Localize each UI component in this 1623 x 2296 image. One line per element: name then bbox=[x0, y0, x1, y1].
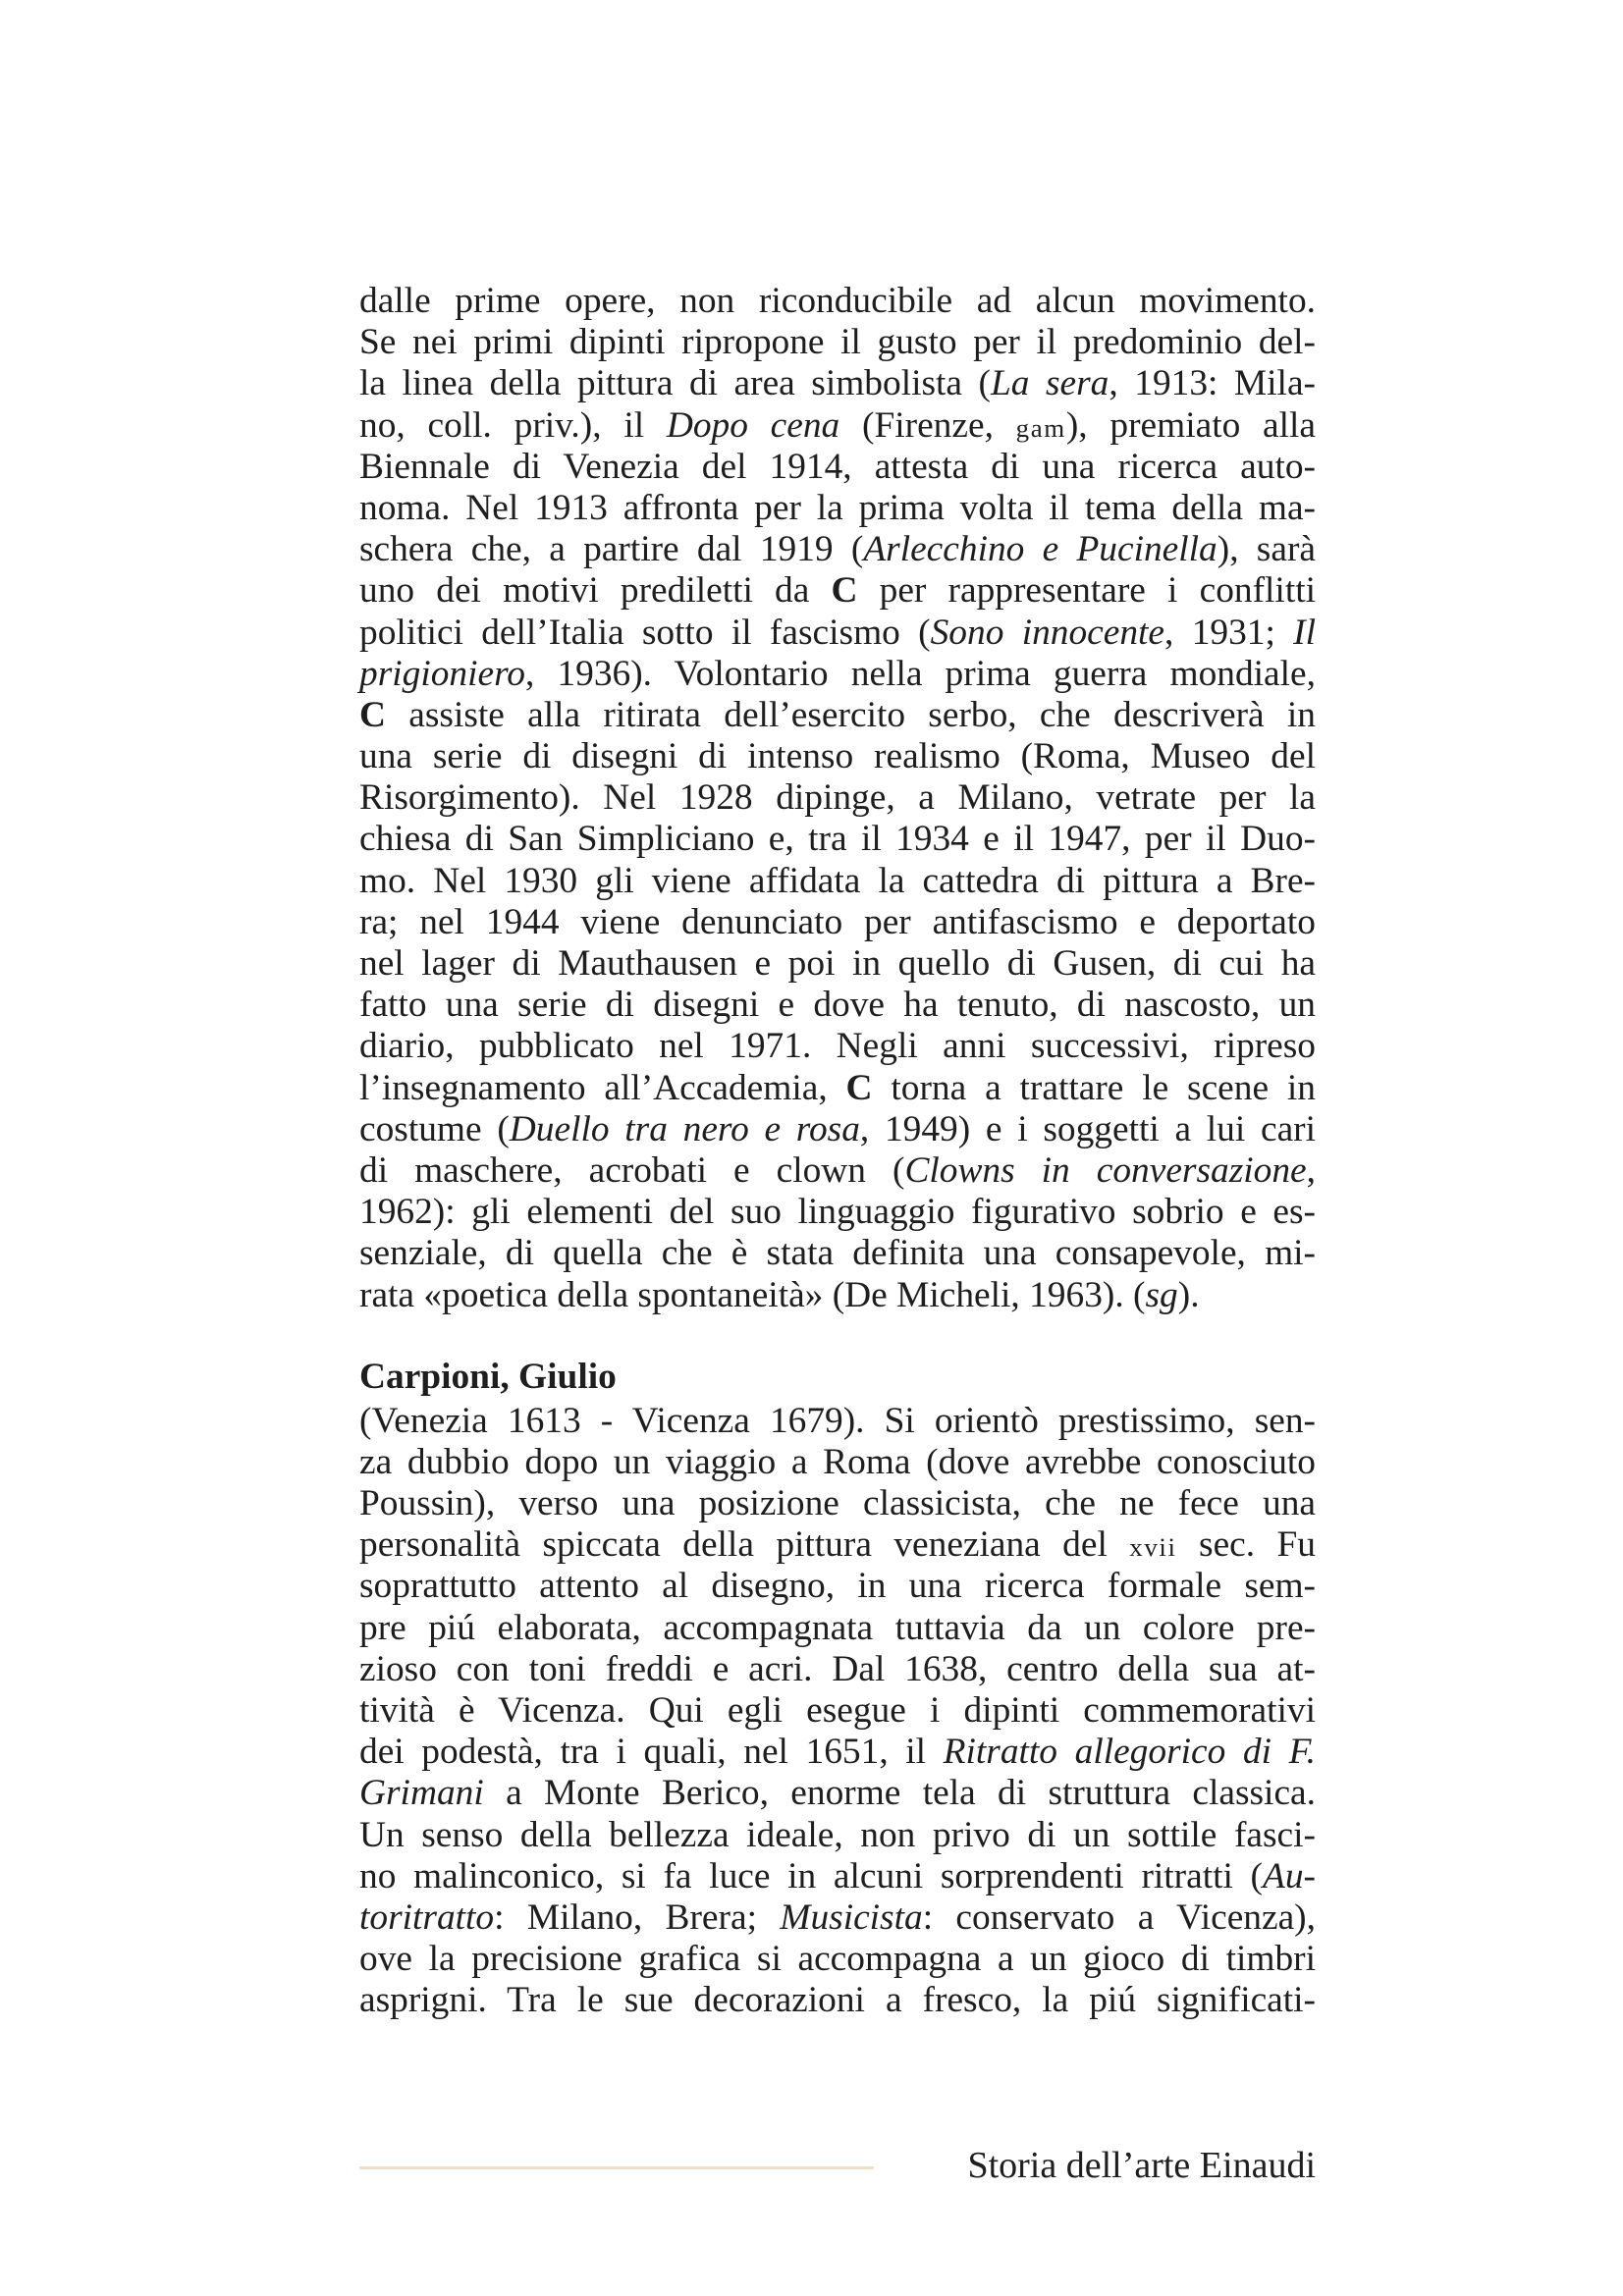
text-line: Un senso della bellezza ideale, non privo di un sottile fasci- bbox=[359, 1814, 1316, 1855]
artwork-title: Dopo cena bbox=[666, 404, 840, 446]
text-line: fatto una serie di disegni e dove ha tenuto, di nascosto, un bbox=[359, 985, 1316, 1026]
artwork-title: Arlecchino e Pucinella bbox=[863, 529, 1217, 570]
entry-heading: Carpioni, Giulio bbox=[359, 1356, 617, 1397]
text-line: costume (Duello tra nero e rosa, 1949) e i soggetti a lui cari bbox=[359, 1108, 1316, 1149]
artwork-title: Grimani bbox=[359, 1773, 484, 1814]
artwork-title: Clowns in conversazione bbox=[904, 1149, 1307, 1191]
text-line: nel lager di Mauthausen e poi in quello di Gusen, di cui ha bbox=[359, 943, 1316, 984]
artwork-title: prigioniero bbox=[359, 653, 525, 694]
text-line: ove la precisione grafica si accompagna a un gioco di timbri bbox=[359, 1939, 1316, 1980]
text-line: rata «poetica della spontaneità» (De Micheli, 1963). (sg). bbox=[359, 1274, 1200, 1315]
text-column bbox=[359, 281, 1316, 2022]
text-line: Poussin), verso una posizione classicista, che ne fece una bbox=[359, 1483, 1316, 1524]
text-line: diario, pubblicato nel 1971. Negli anni successivi, ripreso bbox=[359, 1026, 1316, 1067]
small-caps-abbr: gam bbox=[1015, 412, 1066, 443]
text-line: za dubbio dopo un viaggio a Roma (dove avrebbe conosciuto bbox=[359, 1441, 1316, 1482]
text-line: ra; nel 1944 viene denunciato per antifascismo e deportato bbox=[359, 901, 1316, 942]
text-line: chiesa di San Simpliciano e, tra il 1934 e il 1947, per il Duo- bbox=[359, 819, 1316, 860]
text-line: tività è Vicenza. Qui egli esegue i dipinti commemorativi bbox=[359, 1690, 1316, 1731]
text-line: senziale, di quella che è stata definita una consapevole, mi- bbox=[359, 1233, 1316, 1274]
artwork-title: Ritratto allegorico di F. bbox=[943, 1732, 1316, 1773]
text-line: Grimani a Monte Berico, enorme tela di struttura classica. bbox=[359, 1773, 1316, 1814]
author-initials: sg bbox=[1145, 1274, 1178, 1315]
text-line: l’insegnamento all’Accademia, C torna a trattare le scene in bbox=[359, 1067, 1316, 1108]
text-line: di maschere, acrobati e clown (Clowns in conversazione, bbox=[359, 1149, 1316, 1191]
artwork-title: Duello tra nero e rosa bbox=[509, 1108, 860, 1149]
text-line: Risorgimento). Nel 1928 dipinge, a Milano, vetrate per la bbox=[359, 777, 1316, 819]
text-line: personalità spiccata della pittura veneziana del xvii sec. Fu bbox=[359, 1524, 1316, 1566]
text-line: (Venezia 1613 - Vicenza 1679). Si orientò prestissimo, sen- bbox=[359, 1400, 1316, 1441]
text-line: uno dei motivi prediletti da C per rappresentare i conflitti bbox=[359, 570, 1316, 612]
artwork-title: toritratto bbox=[359, 1896, 495, 1938]
text-line: soprattutto attento al disegno, in una ricerca formale sem- bbox=[359, 1566, 1316, 1607]
artwork-title: La sera bbox=[990, 363, 1109, 404]
artwork-title: Il bbox=[1293, 612, 1317, 653]
text-line: dei podestà, tra i quali, nel 1651, il Ritratto allegorico di F. bbox=[359, 1732, 1316, 1773]
text-line: mo. Nel 1930 gli viene affidata la cattedra di pittura a Bre- bbox=[359, 860, 1316, 901]
text-line: C assiste alla ritirata dell’esercito serbo, che descriverà in bbox=[359, 694, 1316, 735]
footer-publisher: Storia dell’arte Einaudi bbox=[967, 2145, 1316, 2186]
artist-initial: C bbox=[831, 570, 858, 612]
artist-initial: C bbox=[359, 694, 387, 735]
text-line: prigioniero, 1936). Volontario nella prima guerra mondiale, bbox=[359, 653, 1316, 694]
entry-body bbox=[359, 1401, 1316, 2022]
artwork-title: Musicista bbox=[780, 1896, 923, 1938]
text-line: schera che, a partire dal 1919 (Arlecchino e Pucinella), sarà bbox=[359, 529, 1316, 570]
artwork-title: Sono innocente bbox=[930, 612, 1165, 653]
text-line: toritratto: Milano, Brera; Musicista: conservato a Vicenza), bbox=[359, 1896, 1316, 1938]
text-line: dalle prime opere, non riconducibile ad alcun movimento. bbox=[359, 281, 1316, 321]
text-line: noma. Nel 1913 affronta per la prima volta il tema della ma- bbox=[359, 487, 1316, 528]
small-caps-century: xvii bbox=[1129, 1532, 1177, 1563]
text-line: Se nei primi dipinti ripropone il gusto per il predominio del- bbox=[359, 322, 1316, 363]
footer-rule bbox=[359, 2166, 874, 2169]
previous-entry-continuation bbox=[359, 281, 1316, 1316]
text-line: no, coll. priv.), il Dopo cena (Firenze, gam), premiato alla bbox=[359, 404, 1316, 446]
text-line: politici dell’Italia sotto il fascismo (Sono innocente, 1931; Il bbox=[359, 612, 1317, 653]
text-line: no malinconico, si fa luce in alcuni sorprendenti ritratti (Au- bbox=[359, 1855, 1316, 1896]
text-line: la linea della pittura di area simbolista (La sera, 1913: Mila- bbox=[359, 363, 1316, 404]
text-line: una serie di disegni di intenso realismo (Roma, Museo del bbox=[359, 736, 1316, 777]
text-line: zioso con toni freddi e acri. Dal 1638, centro della sua at- bbox=[359, 1648, 1316, 1689]
text-line: Biennale di Venezia del 1914, attesta di una ricerca auto- bbox=[359, 446, 1316, 487]
text-line: 1962): gli elementi del suo linguaggio figurativo sobrio e es- bbox=[359, 1192, 1316, 1233]
text-line: pre piú elaborata, accompagnata tuttavia da un colore pre- bbox=[359, 1607, 1316, 1648]
artwork-title: Au- bbox=[1263, 1855, 1316, 1896]
text-line: asprigni. Tra le sue decorazioni a fresco, la piú significati- bbox=[359, 1980, 1316, 2021]
artist-initial: C bbox=[845, 1067, 873, 1108]
